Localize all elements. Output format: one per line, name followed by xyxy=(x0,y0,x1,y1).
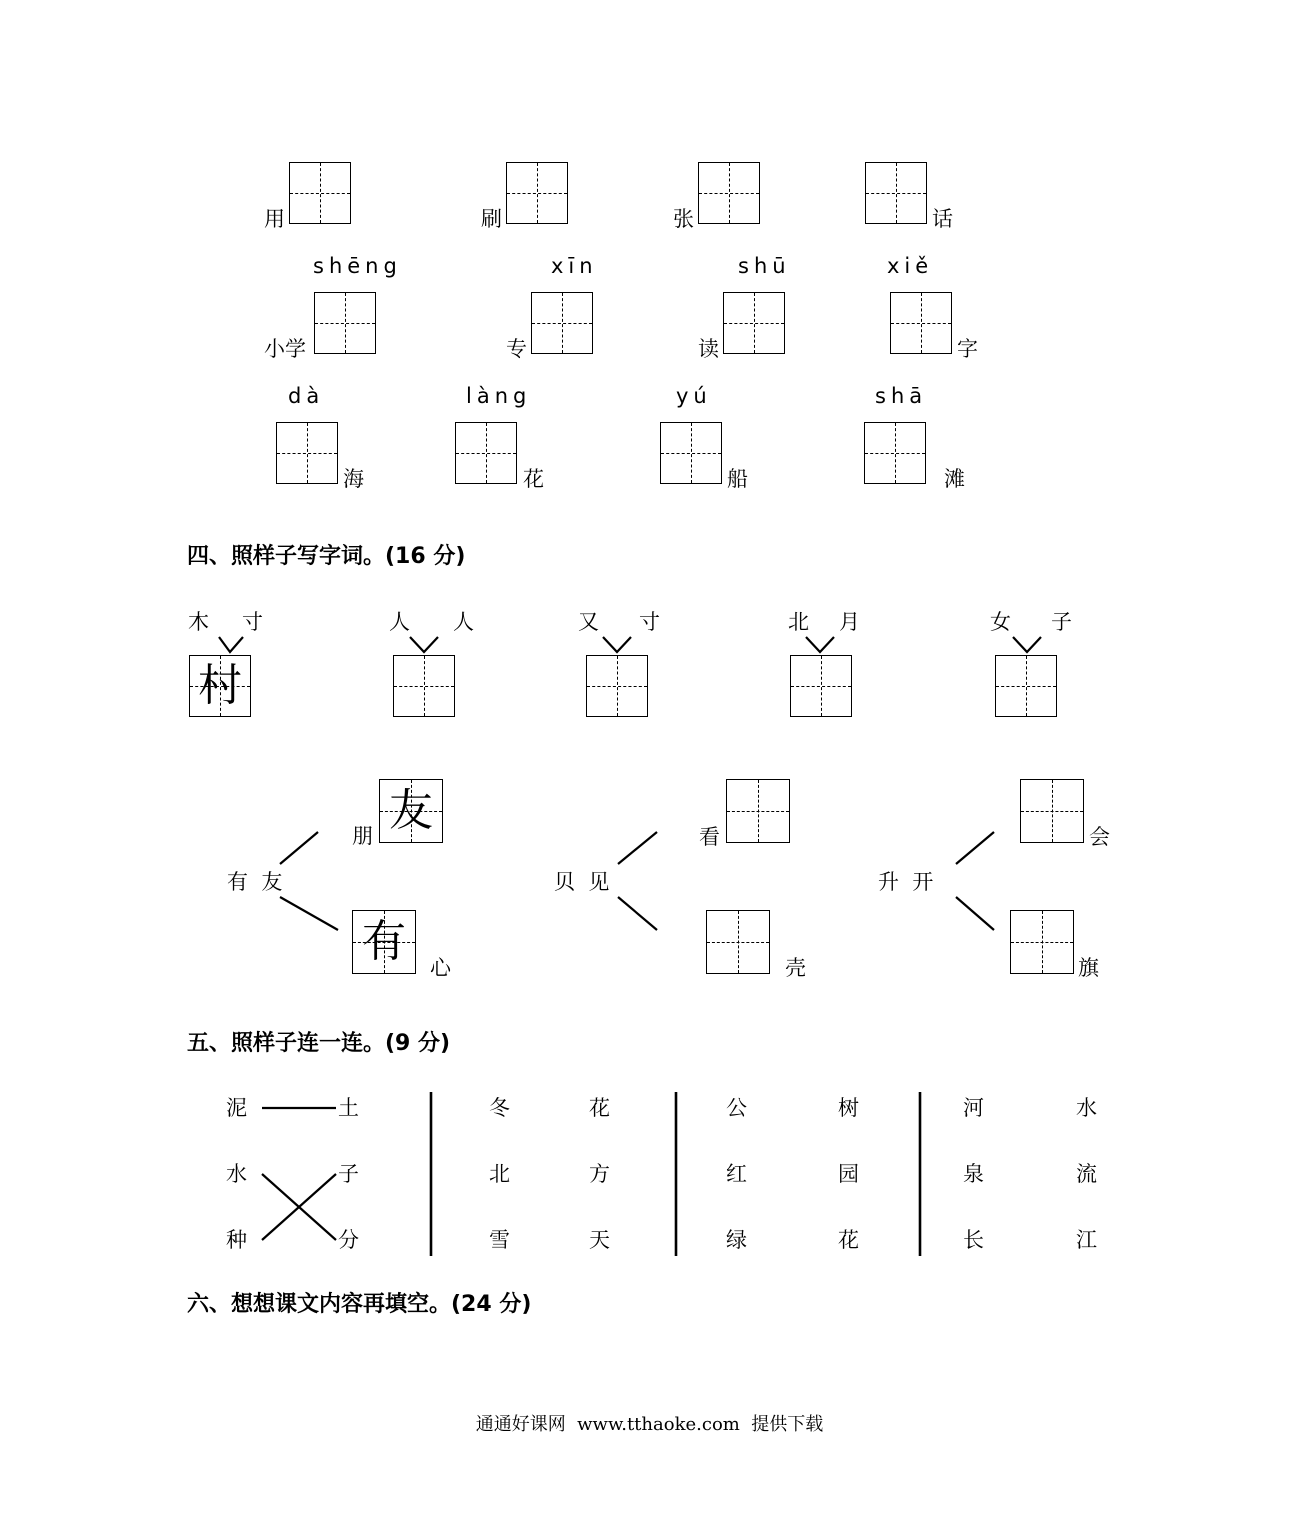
word-char: 滩 xyxy=(944,467,965,491)
pinyin-label: dà xyxy=(288,384,325,408)
pinyin-label: yú xyxy=(676,384,712,408)
match-right-char[interactable]: 树 xyxy=(838,1096,859,1120)
tree-root: 贝 见 xyxy=(554,870,610,894)
word-char: 船 xyxy=(727,467,748,491)
writing-box[interactable] xyxy=(865,162,927,224)
pinyin-label: shā xyxy=(875,384,928,408)
answer-char: 村 xyxy=(198,660,242,711)
match-right-char[interactable]: 江 xyxy=(1076,1228,1097,1252)
pinyin-label: xīn xyxy=(551,254,598,278)
writing-box[interactable] xyxy=(660,422,722,484)
tree-root: 升 开 xyxy=(878,870,934,894)
match-right-char: 土 xyxy=(338,1096,359,1120)
component-right: 人 xyxy=(453,610,474,634)
section-heading: 五、照样子连一连。(9 分) xyxy=(187,1031,451,1056)
answer-box[interactable] xyxy=(1020,779,1084,843)
word-char: 小学 xyxy=(264,337,306,361)
match-left-char[interactable]: 河 xyxy=(963,1096,984,1120)
component-left: 女 xyxy=(990,610,1011,634)
writing-box[interactable] xyxy=(506,162,568,224)
answer-char: 友 xyxy=(389,785,433,836)
answer-char xyxy=(587,656,647,716)
answer-box[interactable] xyxy=(189,655,251,717)
match-right-char[interactable]: 方 xyxy=(589,1162,610,1186)
word-char: 海 xyxy=(343,467,364,491)
word-char: 张 xyxy=(673,207,694,231)
writing-box[interactable] xyxy=(289,162,351,224)
section-heading: 六、想想课文内容再填空。(24 分) xyxy=(187,1292,532,1317)
tree-bottom-word: 壳 xyxy=(785,956,806,980)
answer-box[interactable] xyxy=(706,910,770,974)
pinyin-label: shū xyxy=(738,254,791,278)
pinyin-label: shēng xyxy=(313,254,402,278)
match-left-char[interactable]: 雪 xyxy=(489,1228,510,1252)
footer-credit: 通通好课网 www.tthaoke.com 提供下载 xyxy=(475,1414,824,1435)
component-right: 月 xyxy=(839,610,860,634)
answer-box[interactable] xyxy=(379,779,443,843)
writing-box[interactable] xyxy=(455,422,517,484)
word-char: 专 xyxy=(506,337,527,361)
component-left: 人 xyxy=(389,610,410,634)
match-right-char[interactable]: 花 xyxy=(838,1228,859,1252)
tree-bottom-word: 旗 xyxy=(1078,956,1099,980)
match-left-char[interactable]: 北 xyxy=(489,1162,510,1186)
match-left-char: 种 xyxy=(226,1228,247,1252)
match-right-char: 分 xyxy=(338,1228,359,1252)
component-right: 寸 xyxy=(639,610,660,634)
match-left-char[interactable]: 长 xyxy=(963,1228,984,1252)
match-left-char[interactable]: 红 xyxy=(726,1162,747,1186)
answer-box[interactable] xyxy=(995,655,1057,717)
component-right: 寸 xyxy=(242,610,263,634)
answer-box[interactable] xyxy=(586,655,648,717)
tree-bottom-word: 心 xyxy=(430,956,451,980)
match-left-char[interactable]: 冬 xyxy=(489,1096,510,1120)
answer-char: 有 xyxy=(362,916,406,967)
word-char: 读 xyxy=(698,337,719,361)
answer-box[interactable] xyxy=(393,655,455,717)
match-left-char: 泥 xyxy=(226,1096,247,1120)
word-char: 话 xyxy=(932,207,953,231)
tree-root: 有 友 xyxy=(227,870,283,894)
writing-box[interactable] xyxy=(864,422,926,484)
match-left-char[interactable]: 公 xyxy=(726,1096,747,1120)
pinyin-label: làng xyxy=(466,384,532,408)
writing-box[interactable] xyxy=(314,292,376,354)
word-char: 字 xyxy=(957,337,978,361)
section-heading: 四、照样子写字词。(16 分) xyxy=(187,544,466,569)
match-left-char: 水 xyxy=(226,1162,247,1186)
answer-box[interactable] xyxy=(1010,910,1074,974)
match-left-char[interactable]: 泉 xyxy=(963,1162,984,1186)
pinyin-label: xiě xyxy=(887,254,934,278)
writing-box[interactable] xyxy=(723,292,785,354)
word-char: 花 xyxy=(523,467,544,491)
writing-box[interactable] xyxy=(276,422,338,484)
component-right: 子 xyxy=(1051,610,1072,634)
answer-box[interactable] xyxy=(790,655,852,717)
answer-char xyxy=(996,656,1056,716)
component-left: 木 xyxy=(188,610,209,634)
tree-top-word: 朋 xyxy=(352,824,373,848)
match-right-char[interactable]: 天 xyxy=(589,1228,610,1252)
writing-box[interactable] xyxy=(698,162,760,224)
tree-top-word: 看 xyxy=(699,825,720,849)
match-right-char: 子 xyxy=(338,1162,359,1186)
word-char: 刷 xyxy=(481,207,502,231)
match-right-char[interactable]: 花 xyxy=(589,1096,610,1120)
tree-top-word: 会 xyxy=(1089,825,1110,849)
writing-box[interactable] xyxy=(890,292,952,354)
answer-char xyxy=(791,656,851,716)
answer-box[interactable] xyxy=(726,779,790,843)
component-left: 北 xyxy=(788,610,809,634)
answer-box[interactable] xyxy=(352,910,416,974)
word-char: 用 xyxy=(264,207,285,231)
match-right-char[interactable]: 园 xyxy=(838,1162,859,1186)
answer-char xyxy=(394,656,454,716)
match-left-char[interactable]: 绿 xyxy=(726,1228,747,1252)
match-right-char[interactable]: 流 xyxy=(1076,1162,1097,1186)
match-right-char[interactable]: 水 xyxy=(1076,1096,1097,1120)
writing-box[interactable] xyxy=(531,292,593,354)
component-left: 又 xyxy=(578,610,599,634)
